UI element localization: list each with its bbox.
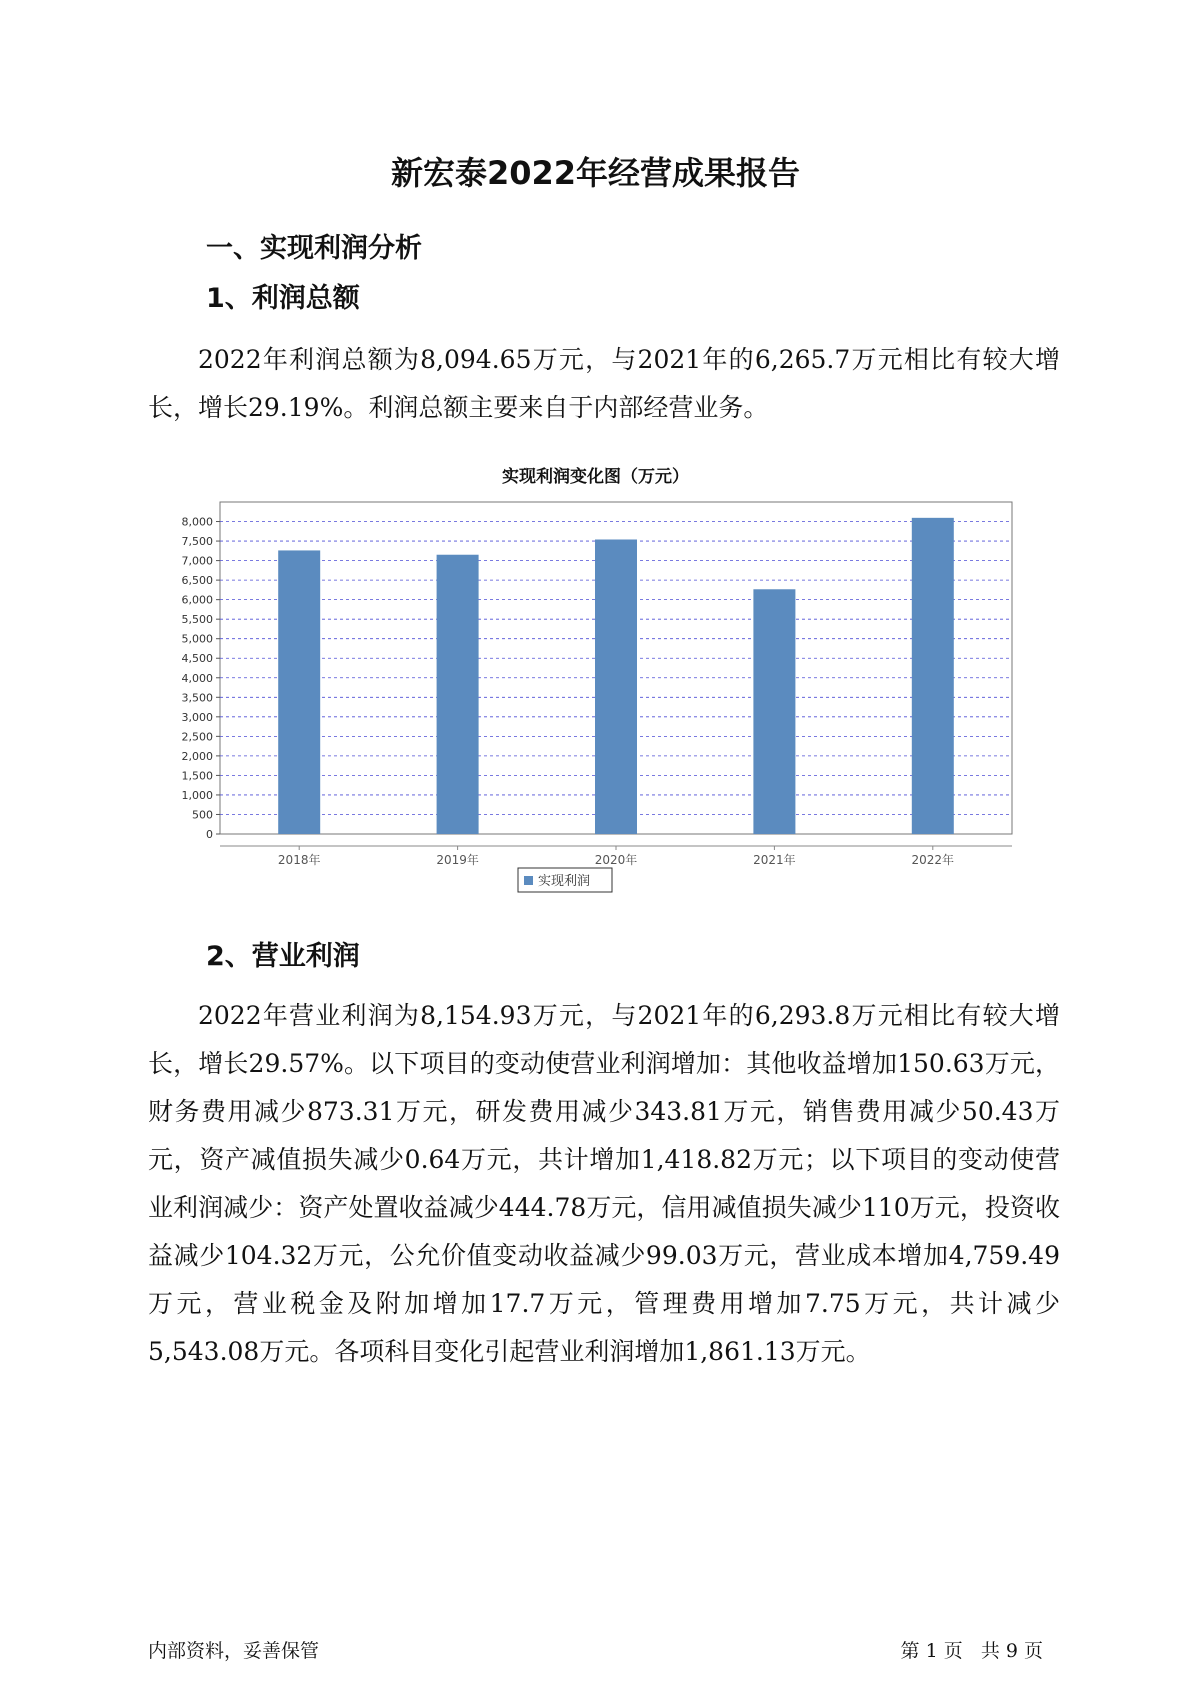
y-tick-label: 1,000 (181, 788, 213, 802)
x-tick-label: 2021年 (753, 853, 796, 867)
x-tick-label: 2019年 (436, 853, 479, 867)
paragraph-total-profit: 2022年利润总额为8,094.65万元，与2021年的6,265.7万元相比有较大增长，增长29.19%。利润总额主要来自于内部经营业务。 (148, 345, 1060, 422)
section-heading-profit-analysis: 一、实现利润分析 (206, 233, 422, 264)
y-tick-label: 6,500 (181, 574, 213, 588)
footer-confidential-note: 内部资料，妥善保管 (148, 1640, 320, 1662)
profit-chart-svg (170, 490, 1020, 900)
y-tick-label: 8,000 (181, 515, 213, 529)
subsection-heading-total-profit: 1、利润总额 (206, 283, 360, 314)
y-tick-label: 500 (192, 808, 213, 822)
y-tick-label: 6,000 (181, 593, 213, 607)
y-tick-label: 4,000 (181, 671, 213, 685)
y-tick-label: 0 (206, 828, 213, 841)
legend-swatch (524, 876, 533, 885)
page-title: 新宏泰2022年经营成果报告 (390, 154, 801, 192)
bar-2018年 (278, 550, 320, 834)
bar-2020年 (595, 539, 637, 834)
y-tick-label: 5,000 (181, 632, 213, 646)
y-tick-label: 2,500 (181, 730, 213, 744)
bar-2021年 (753, 589, 795, 834)
x-tick-label: 2020年 (594, 853, 638, 867)
y-tick-label: 3,000 (181, 710, 213, 724)
y-tick-label: 5,500 (181, 613, 213, 627)
legend-label: 实现利润 (538, 874, 591, 889)
y-tick-label: 1,500 (181, 769, 213, 783)
x-tick-label: 2018年 (277, 853, 321, 867)
y-tick-label: 7,000 (181, 554, 213, 568)
bar-2019年 (437, 555, 479, 834)
y-tick-label: 2,000 (181, 749, 213, 763)
y-tick-label: 4,500 (181, 652, 213, 666)
footer-page-number: 第 1 页 共 9 页 (900, 1640, 1043, 1662)
profit-bar-chart (170, 490, 1020, 905)
y-tick-label: 3,500 (181, 691, 213, 705)
x-tick-label: 2022年 (911, 853, 955, 867)
bar-2022年 (912, 518, 954, 834)
paragraph-operating-profit: 2022年营业利润为8,154.93万元，与2021年的6,293.8万元相比有较大增长，增长29.57%。以下项目的变动使营业利润增加：其他收益增加150.63万元，财务费用减少873.31万元，研发费用减少343.81万元，销售费用减少50.43万元，资产减值损失减少0.64万元，共计增加1,418.82万元；以下项目的变动使营业利润减少：资产处置收益减少444.78万元，信用减值损失减少110万元，投资收益减少104.32万元，公允价值变动收益减少99.03万元，营业成本增加4,759.49万元，营业税金及附加增加17.7万元，管理费用增加7.75万元，共计减少5,543.08万元。各项科目变化引起营业利润增加1,861.13万元。 (148, 1001, 1060, 1366)
subsection-heading-operating-profit: 2、营业利润 (206, 941, 360, 972)
chart-title: 实现利润变化图（万元） (502, 467, 689, 487)
y-tick-label: 7,500 (181, 535, 213, 549)
